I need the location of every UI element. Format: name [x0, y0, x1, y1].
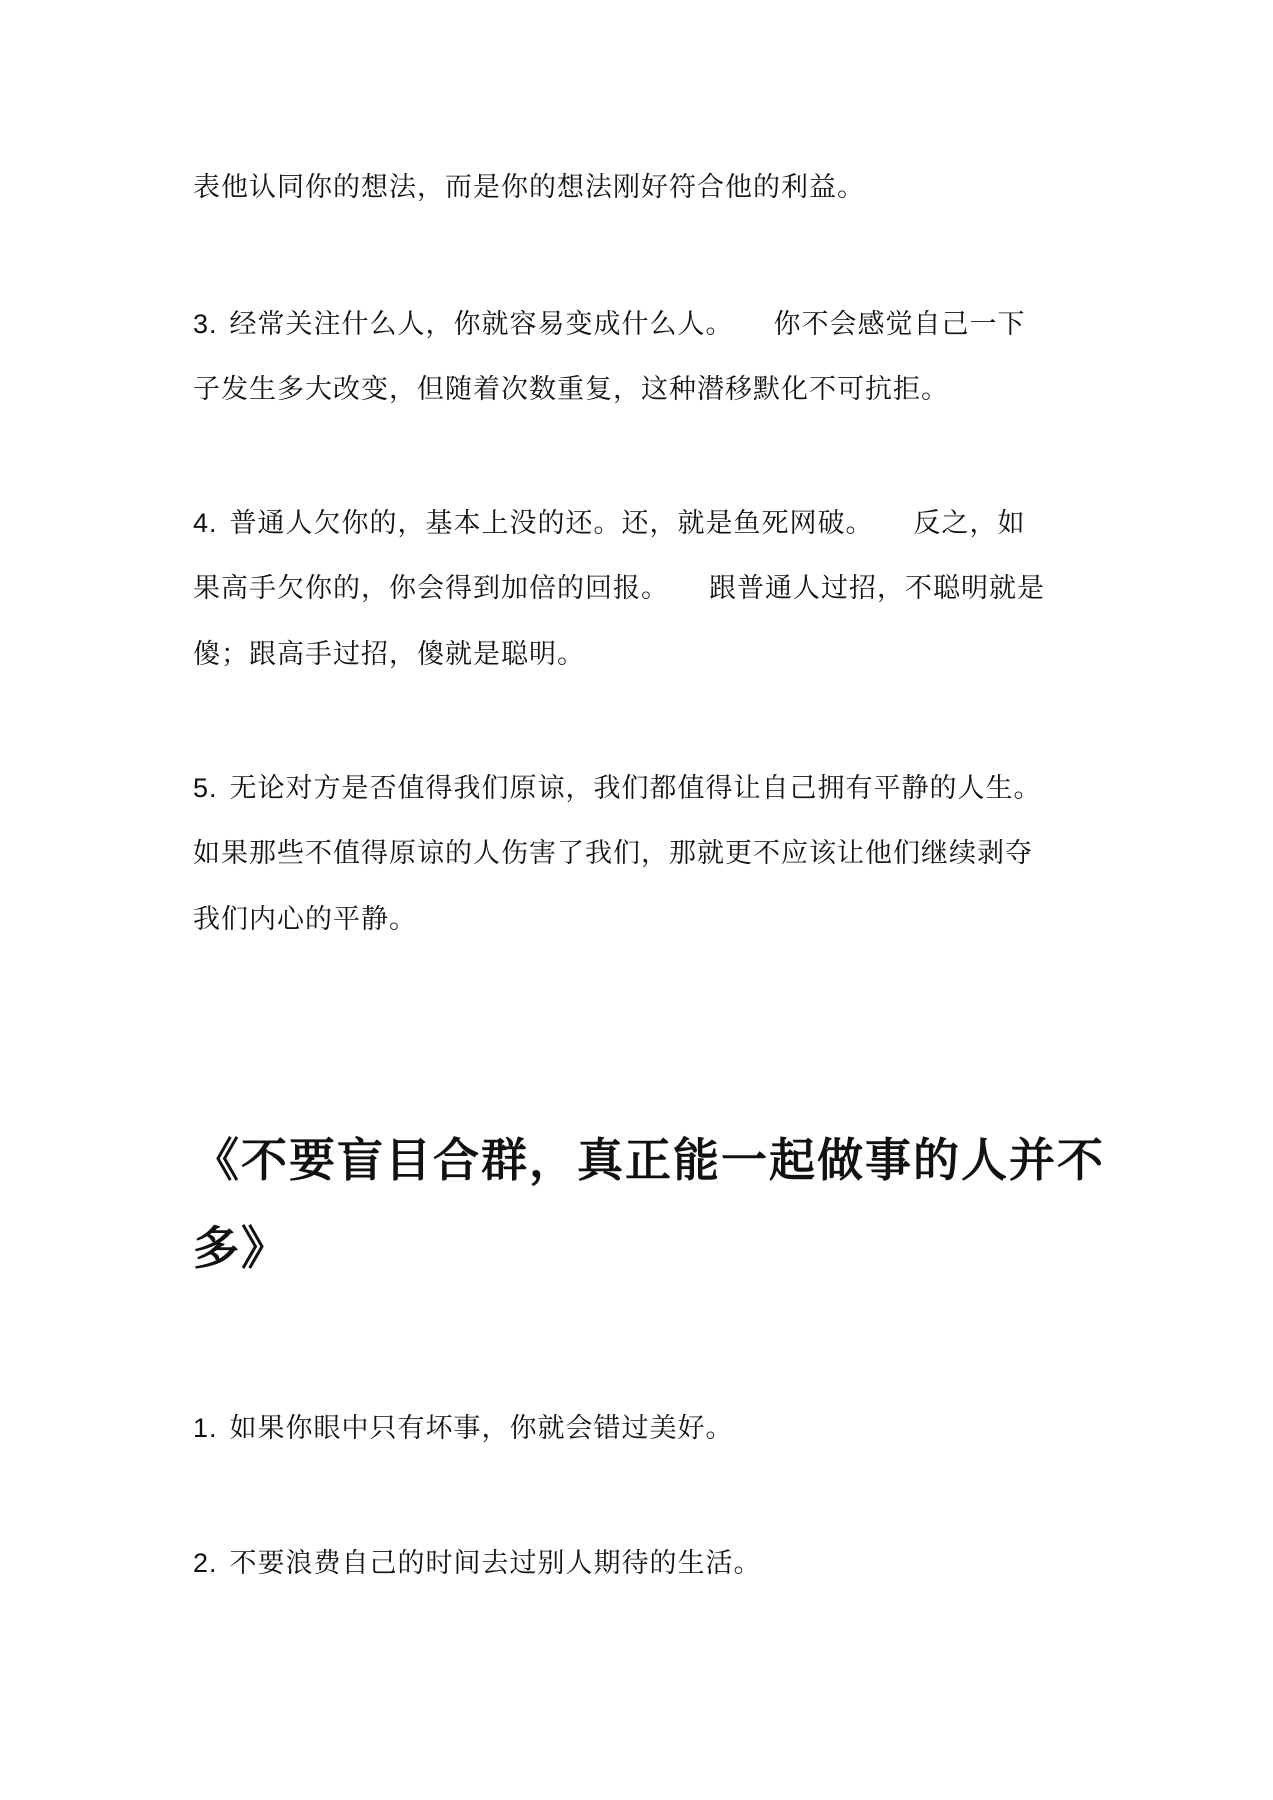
text: 你不会感觉自己一下	[773, 309, 1026, 340]
section-title-line-2	[193, 1218, 1093, 1278]
section-title-text: 多》	[193, 1221, 289, 1275]
text: 如果你眼中只有坏事，你就会错过美好。	[229, 1413, 734, 1444]
text: 跟普通人过招，不聪明就是	[709, 573, 1045, 604]
text: 普通人欠你的，基本上没的还。还，就是鱼死网破。	[229, 508, 874, 539]
list-item-5-line-1	[193, 770, 1093, 807]
list-item-3-line-2	[193, 372, 1093, 408]
text: 如果那些不值得原谅的人伤害了我们，那就更不应该让他们继续剥夺	[193, 838, 1033, 869]
list-item-1	[193, 1410, 1093, 1447]
list-item-5-line-3	[193, 902, 1093, 938]
text: 子发生多大改变，但随着次数重复，这种潜移默化不可抗拒。	[193, 374, 949, 405]
list-number: 3.	[193, 309, 218, 339]
text: 表他认同你的想法，而是你的想法刚好符合他的利益。	[193, 172, 865, 203]
list-item-5-line-2	[193, 836, 1093, 872]
text: 傻；跟高手过招，傻就是聪明。	[193, 639, 585, 670]
section-title-line-1	[193, 1130, 1105, 1190]
text: 不要浪费自己的时间去过别人期待的生活。	[229, 1548, 762, 1579]
list-item-2	[193, 1545, 1093, 1582]
text: 反之，如	[913, 508, 1026, 539]
list-item-3-line-1	[193, 306, 1093, 343]
text: 经常关注什么人，你就容易变成什么人。	[229, 309, 734, 340]
list-item-4-line-3	[193, 637, 1093, 673]
list-number: 2.	[193, 1548, 218, 1578]
list-item-4-line-2	[193, 571, 1093, 607]
section-title-text: 《不要盲目合群，真正能一起做事的人并不	[193, 1133, 1105, 1187]
list-item-4-line-1	[193, 505, 1093, 542]
paragraph-intro-line	[193, 170, 1093, 206]
list-number: 5.	[193, 773, 218, 803]
text: 果高手欠你的，你会得到加倍的回报。	[193, 573, 669, 604]
list-number: 4.	[193, 508, 218, 538]
text: 我们内心的平静。	[193, 904, 417, 935]
list-number: 1.	[193, 1413, 218, 1443]
text: 无论对方是否值得我们原谅，我们都值得让自己拥有平静的人生。	[229, 773, 1042, 804]
